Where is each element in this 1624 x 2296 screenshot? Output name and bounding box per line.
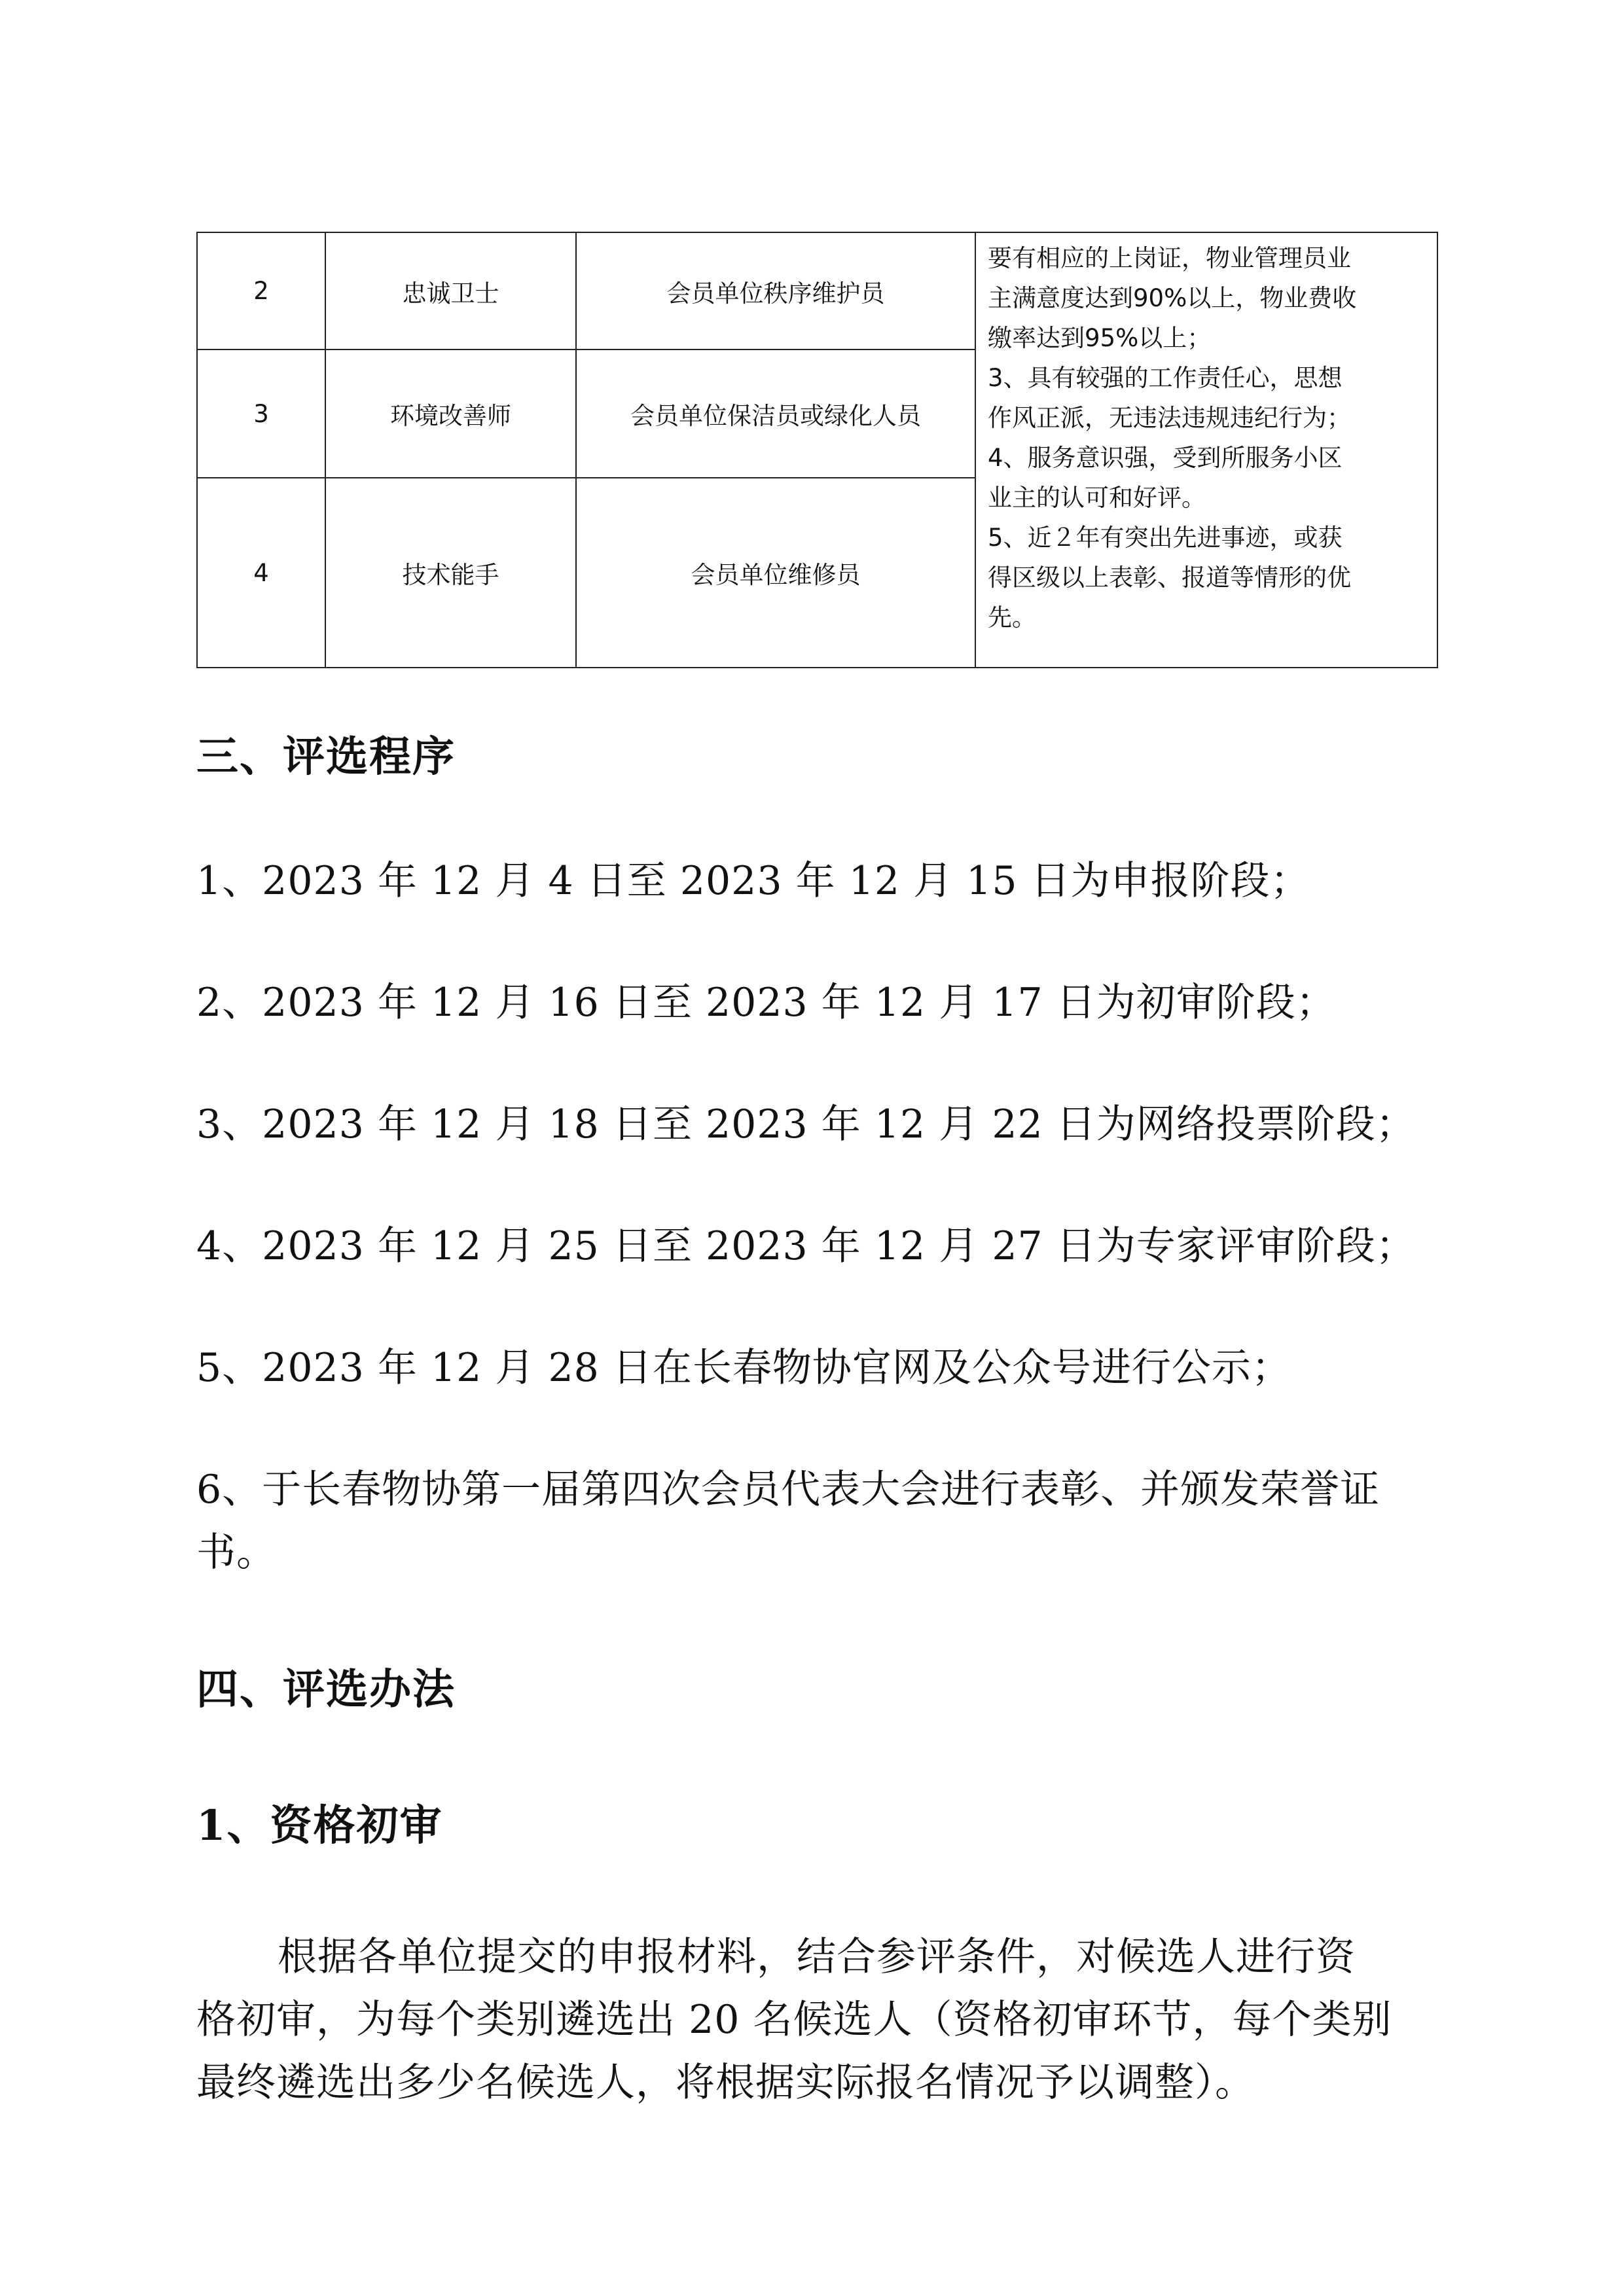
row-number: 2 bbox=[197, 232, 325, 350]
row-number: 4 bbox=[197, 478, 325, 668]
paragraph-line: 最终遴选出多少名候选人，将根据实际报名情况予以调整）。 bbox=[196, 2060, 1255, 2106]
requirement-line: 4、服务意识强，受到所服务小区 bbox=[988, 444, 1343, 472]
section-heading-method: 四、评选办法 bbox=[196, 1665, 456, 1714]
requirement-line: 得区级以上表彰、报道等情形的优 bbox=[988, 564, 1351, 592]
requirement-line: 主满意度达到90%以上，物业费收 bbox=[988, 284, 1357, 312]
section-heading-procedure: 三、评选程序 bbox=[196, 732, 456, 781]
requirement-line: 业主的认可和好评。 bbox=[988, 484, 1206, 512]
award-target: 会员单位维修员 bbox=[576, 478, 975, 668]
requirement-line: 3、具有较强的工作责任心，思想 bbox=[988, 364, 1343, 392]
procedure-item: 1、2023 年 12 月 4 日至 2023 年 12 月 15 日为申报阶段； bbox=[196, 858, 1310, 904]
procedure-item: 4、2023 年 12 月 25 日至 2023 年 12 月 27 日为专家评审阶段； bbox=[196, 1223, 1416, 1269]
requirement-line: 作风正派，无违法违规违纪行为； bbox=[988, 404, 1351, 432]
requirement-line: 要有相应的上岗证，物业管理员业 bbox=[988, 244, 1351, 272]
paragraph-line: 格初审，为每个类别遴选出 20 名候选人（资格初审环节，每个类别 bbox=[196, 1997, 1392, 2043]
procedure-item-continued: 书。 bbox=[196, 1530, 276, 1575]
subsection-heading-qualification: 1、资格初审 bbox=[196, 1801, 443, 1850]
requirements-cell bbox=[975, 232, 1437, 668]
award-category-table bbox=[196, 232, 1438, 668]
procedure-item: 6、于长春物协第一届第四次会员代表大会进行表彰、并颁发荣誉证 bbox=[196, 1467, 1380, 1513]
procedure-item: 3、2023 年 12 月 18 日至 2023 年 12 月 22 日为网络投票阶段； bbox=[196, 1102, 1416, 1147]
award-target: 会员单位秩序维护员 bbox=[576, 232, 975, 350]
award-target: 会员单位保洁员或绿化人员 bbox=[576, 350, 975, 478]
requirement-line: 5、近２年有突出先进事迹，或获 bbox=[988, 524, 1343, 552]
award-title: 环境改善师 bbox=[325, 350, 576, 478]
requirement-line: 先。 bbox=[988, 603, 1036, 632]
procedure-item: 5、2023 年 12 月 28 日在长春物协官网及公众号进行公示； bbox=[196, 1345, 1291, 1391]
requirement-line: 缴率达到95%以上； bbox=[988, 324, 1212, 352]
award-title: 忠诚卫士 bbox=[325, 232, 576, 350]
row-number: 3 bbox=[197, 350, 325, 478]
table-row bbox=[197, 232, 1437, 350]
procedure-item: 2、2023 年 12 月 16 日至 2023 年 12 月 17 日为初审阶段； bbox=[196, 980, 1336, 1026]
paragraph-line: 根据各单位提交的申报材料，结合参评条件，对候选人进行资 bbox=[278, 1934, 1356, 1980]
award-title: 技术能手 bbox=[325, 478, 576, 668]
